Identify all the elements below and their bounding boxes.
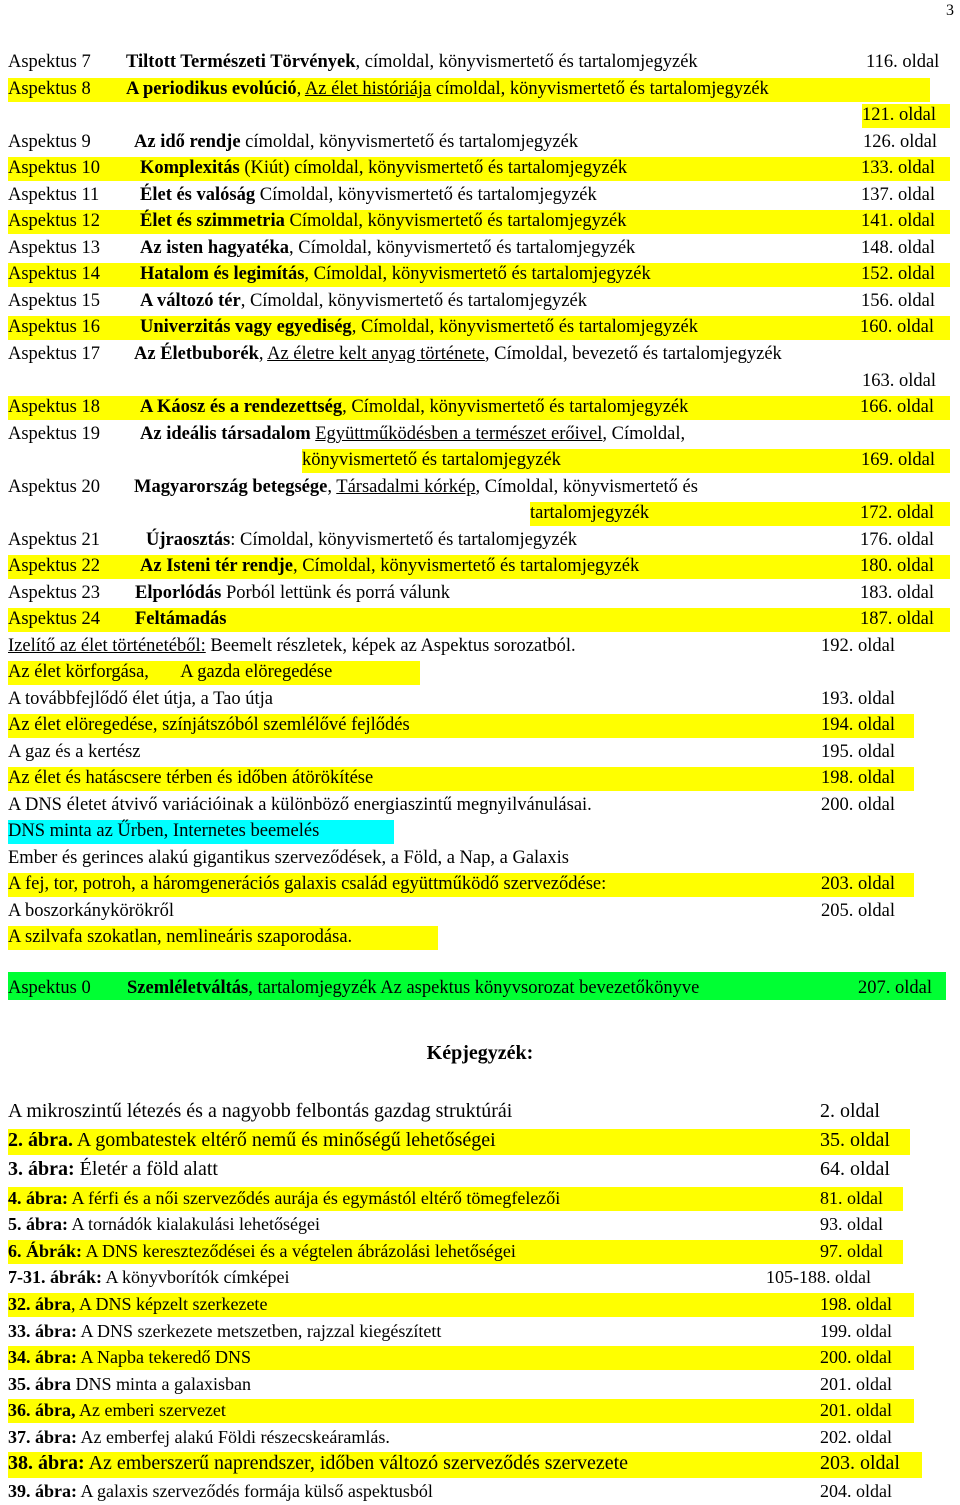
toc-row: Aspektus 14 Hatalom és legimítás, Címoldal, könyvismertető és tartalomjegyzék 152. oldal [8,263,950,287]
figure-row: A mikroszintű létezés és a nagyobb felbontás gazdag struktúrái 2. oldal [8,1100,880,1122]
extra-row: A DNS életet átvivő variációinak a különböző energiaszintű megnyilvánulásai. 200. oldal [8,795,895,815]
figure-row: 37. ábra: Az emberfej alakú Földi részecskeáramlás. 202. oldal [8,1427,892,1447]
figure-row: 36. ábra, Az emberi szervezet 201. oldal [8,1399,914,1423]
toc-row: Aspektus 24 Feltámadás 187. oldal [8,608,950,632]
figures-heading: Képjegyzék: [426,1042,534,1064]
toc-row: Aspektus 18 A Káosz és a rendezettség, Címoldal, könyvismertető és tartalomjegyzék 166. oldal [8,396,950,420]
extra-row: Ember és gerinces alakú gigantikus szerveződések, a Föld, a Nap, a Galaxis [8,848,569,868]
figure-row: 39. ábra: A galaxis szerveződés formája külső aspektusból 204. oldal [8,1481,892,1501]
toc-row: Aspektus 22 Az Isteni tér rendje, Címoldal, könyvismertető és tartalomjegyzék 180. oldal [8,555,950,579]
figure-row: 33. ábra: A DNS szerkezete metszetben, rajzzal kiegészített 199. oldal [8,1321,892,1341]
toc-row-cont: tartalomjegyzék 172. oldal [530,502,950,526]
toc-row: Aspektus 15 A változó tér, Címoldal, könyvismertető és tartalomjegyzék 156. oldal [8,291,935,311]
toc-row: Aspektus 21 Újraosztás: Címoldal, könyvismertető és tartalomjegyzék 176. oldal [8,530,934,550]
extra-row: A fej, tor, potroh, a háromgenerációs galaxis család együttműködő szerveződése: 203. oldal [8,873,914,897]
toc-row: Aspektus 8 A periodikus evolúció, Az élet históriája címoldal, könyvismertető és tartalomjegyzék [8,78,930,102]
extra-row: Az élet körforgása, A gazda elöregedése [8,661,420,685]
page-number: 3 [946,2,954,19]
toc-row: Aspektus 19 Az ideális társadalom Együttműködésben a természet erőivel, Címoldal, [8,424,686,444]
extra-row: DNS minta az Űrben, Internetes beemelés [8,820,394,844]
extra-row: A szilvafa szokatlan, nemlineáris szaporodása. [8,926,438,950]
figure-row: 32. ábra, A DNS képzelt szerkezete 198. oldal [8,1293,914,1317]
toc-row: Aspektus 11 Élet és valóság Címoldal, könyvismertető és tartalomjegyzék 137. oldal [8,185,935,205]
extra-row: A továbbfejlődő élet útja, a Tao útja 193. oldal [8,689,895,709]
toc-row-page: 121. oldal [862,104,950,128]
extra-row: Az élet és hatáscsere térben és időben átörökítése 198. oldal [8,767,914,791]
figure-row: 6. Ábrák: A DNS kereszteződései és a végtelen ábrázolási lehetőségei 97. oldal [8,1240,903,1264]
figure-row: 3. ábra: Életér a föld alatt 64. oldal [8,1158,890,1180]
toc-row: Aspektus 9 Az idő rendje címoldal, könyvismertető és tartalomjegyzék 126. oldal [8,132,937,152]
toc-row-page: 163. oldal [862,371,936,391]
figure-row: 34. ábra: A Napba tekeredő DNS 200. oldal [8,1346,914,1370]
figure-row: 38. ábra: Az emberszerű naprendszer, időben változó szerveződés szervezete 203. oldal [8,1452,922,1478]
toc-row: Aspektus 7 Tiltott Természeti Törvények, címoldal, könyvismertető és tartalomjegyzék 116. oldal [8,52,940,72]
toc-row: Aspektus 17 Az Életbuborék, Az életre kelt anyag története, Címoldal, bevezető és tartalomjegyzék [8,344,782,364]
aspektus0-row: Aspektus 0 Szemléletváltás, tartalomjegyzék Az aspektus könyvsorozat bevezetőkönyve 207. oldal [8,972,946,1000]
toc-row: Aspektus 10 Komplexitás (Kiút) címoldal, könyvismertető és tartalomjegyzék 133. oldal [8,157,950,181]
toc-row: Aspektus 12 Élet és szimmetria Címoldal, könyvismertető és tartalomjegyzék 141. oldal [8,210,950,234]
figure-row: 2. ábra. A gombatestek eltérő nemű és minőségű lehetőségei 35. oldal [8,1129,910,1155]
toc-row: Aspektus 23 Elporlódás Porból lettünk és porrá válunk 183. oldal [8,583,934,603]
extra-row: Izelítő az élet történetéből: Beemelt részletek, képek az Aspektus sorozatból. 192. oldal [8,636,895,656]
toc-row: Aspektus 13 Az isten hagyatéka, Címoldal, könyvismertető és tartalomjegyzék 148. oldal [8,238,935,258]
toc-row: Aspektus 16 Univerzitás vagy egyediség, Címoldal, könyvismertető és tartalomjegyzék 160. oldal [8,316,950,340]
toc-row: Aspektus 20 Magyarország betegsége, Társadalmi kórkép, Címoldal, könyvismertető és [8,477,698,497]
figure-row: 4. ábra: A férfi és a női szerveződés aurája és egymástól eltérő tömegfelezői 81. oldal [8,1187,903,1211]
figure-row: 35. ábra DNS minta a galaxisban 201. oldal [8,1374,892,1394]
figure-row: 5. ábra: A tornádók kialakulási lehetőségei 93. oldal [8,1214,883,1234]
toc-row-cont: könyvismertető és tartalomjegyzék 169. oldal [302,449,950,473]
extra-row: Az élet elöregedése, színjátszóból szemlélővé fejlődés 194. oldal [8,714,914,738]
extra-row: A boszorkánykörökről 205. oldal [8,901,895,921]
extra-row: A gaz és a kertész 195. oldal [8,742,895,762]
figure-row: 7-31. ábrák: A könyvborítók címképei 105-188. oldal [8,1267,871,1287]
